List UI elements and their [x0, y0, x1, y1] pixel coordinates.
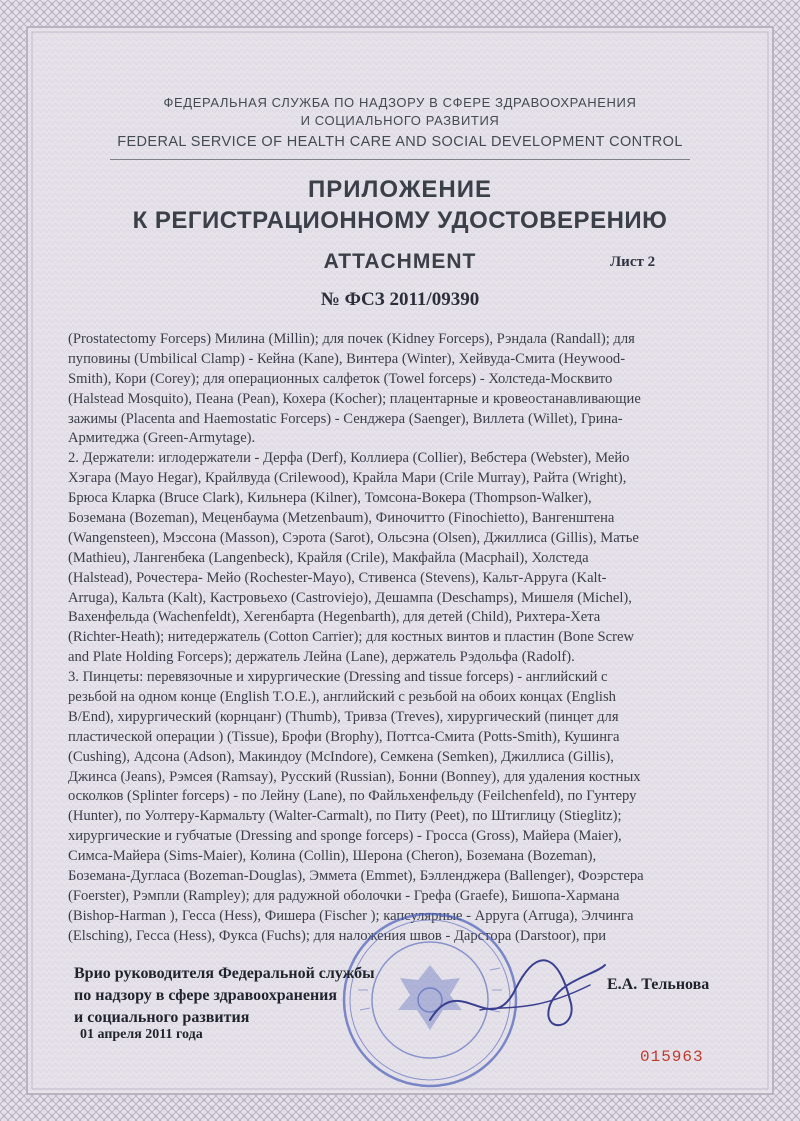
text-line: хирургические и губчатые (Dressing and sponge forceps) - Гросса (Gross), Майера (Maier),: [68, 828, 622, 845]
device-list-text: [68, 330, 740, 947]
signatory-position-line1: Врио руководителя Федеральной службы: [74, 965, 375, 982]
text-line: Arruga), Кальта (Kalt), Кастровьехо (Castroviejo), Дешампа (Deschamps), Мишеля (Michel),: [68, 589, 632, 606]
text-line: (Mathieu), Лангенбека (Langenbeck), Крайля (Crile), Макфайла (Macphail), Холстеда: [68, 549, 589, 566]
text-line: (Bishop-Harman ), Гесса (Hess), Фишера (Fischer ); капсулярные - Арруга (Arruga), Элчинга: [68, 907, 634, 924]
text-line: (Elsching), Гесса (Hess), Фукса (Fuchs); для наложения швов - Дарстора (Darstoor), при: [68, 927, 607, 944]
agency-name-en: FEDERAL SERVICE OF HEALTH CARE AND SOCIAL DEVELOPMENT CONTROL: [117, 134, 683, 150]
text-line: (Wangensteen), Мэссона (Masson), Сэрота (Sarot), Ольсэна (Olsen), Джиллиса (Gillis), Матье: [68, 529, 639, 546]
header-divider: [110, 159, 690, 160]
text-line: 2. Держатели: иглодержатели - Дерфа (Derf), Коллиера (Collier), Вебстера (Webster), Мейо: [68, 450, 630, 467]
title-certificate-ru: К РЕГИСТРАЦИОННОМУ УДОСТОВЕРЕНИЮ: [132, 207, 668, 234]
text-line: (Foerster), Рэмпли (Rampley); для радужной оболочки - Грефа (Graefe), Бишопа-Хармана: [68, 887, 620, 904]
agency-name-ru-line1: ФЕДЕРАЛЬНАЯ СЛУЖБА ПО НАДЗОРУ В СФЕРЕ ЗДРАВООХРАНЕНИЯ: [163, 95, 637, 110]
text-line: (Prostatectomy Forceps) Милина (Millin); для почек (Kidney Forceps), Рэндала (Randall); для: [68, 331, 635, 347]
text-line: Боземана-Дугласа (Bozeman-Douglas), Эммета (Emmet), Бэлленджера (Ballenger), Фоэрстера: [68, 868, 644, 885]
issue-date: 01 апреля 2011 года: [80, 1027, 203, 1042]
title-attachment-en: ATTACHMENT: [323, 250, 477, 273]
text-line: Боземана (Bozeman), Меценбаума (Metzenbaum), Финочитто (Finochietto), Вангенштена: [68, 510, 615, 527]
signatory-name: Е.А. Тельнова: [607, 976, 710, 993]
signatory-position-line3: и социального развития: [74, 1009, 250, 1026]
agency-name-ru-line2: И СОЦИАЛЬНОГО РАЗВИТИЯ: [300, 113, 500, 128]
title-attachment-ru: ПРИЛОЖЕНИЕ: [308, 176, 492, 203]
text-line: пластической операции ) (Tissue), Брофи (Brophy), Поттса-Смита (Potts-Smith), Кушинга: [68, 728, 620, 745]
text-line: Вахенфельда (Wachenfeldt), Хегенбарта (Hegenbarth), для детей (Child), Рихтера-Хета: [68, 609, 601, 626]
form-serial-number: 015963: [640, 1048, 704, 1066]
text-line: Хэгара (Mayo Hegar), Крайлвуда (Crilewood), Крайла Мари (Crile Murray), Райта (Wright),: [68, 470, 627, 487]
text-line: осколков (Splinter forceps) - по Лейну (Lane), по Файльхенфельду (Feilchenfeld), по Гунтеру: [68, 788, 637, 805]
text-line: (Cushing), Адсона (Adson), Макиндоу (McIndore), Семкена (Semken), Джиллиса (Gillis),: [68, 748, 614, 765]
text-line: Smith), Кори (Corey); для операционных салфеток (Towel forceps) - Холстеда-Москвито: [68, 370, 613, 387]
text-line: зажимы (Placenta and Haemostatic Forceps) - Сенджера (Saenger), Виллета (Willet), Грина-: [68, 410, 623, 427]
text-line: Джинса (Jeans), Рэмсея (Ramsay), Русский (Russian), Бонни (Bonney), для удаления костных: [68, 768, 641, 785]
signatory-position: [74, 963, 375, 1029]
handwritten-signature: [420, 950, 610, 1045]
registration-number: № ФСЗ 2011/09390: [320, 289, 480, 310]
text-line: (Halstead), Рочестера- Мейо (Rochester-Mayo), Стивенса (Stevens), Кальт-Арруга (Kalt-: [68, 569, 607, 586]
text-line: (Richter-Heath); нитедержатель (Cotton Carrier); для костных винтов и пластин (Bone Screw: [68, 629, 634, 646]
text-line: пуповины (Umbilical Clamp) - Кейна (Kane), Винтера (Winter), Хейвуда-Смита (Heywood-: [68, 350, 626, 367]
text-line: 3. Пинцеты: перевязочные и хирургические (Dressing and tissue forceps) - английский с: [68, 669, 608, 686]
text-line: Армитеджа (Green-Armytage).: [68, 430, 256, 447]
text-line: (Halstead Mosquito), Пеана (Pean), Кохера (Kocher); плацентарные и кровеостанавливающие: [68, 390, 641, 407]
text-line: and Plate Holding Forceps); держатель Лейна (Lane), держатель Рэдольфа (Radolf).: [68, 649, 575, 666]
text-line: Симса-Майера (Sims-Maier), Колина (Collin), Шерона (Cheron), Боземана (Bozeman),: [68, 848, 597, 865]
text-line: (Hunter), по Уолтеру-Кармальту (Walter-Carmalt), по Питу (Peet), по Штиглицу (Stieglitz);: [68, 808, 622, 825]
sheet-number: Лист 2: [610, 254, 656, 270]
text-line: резьбой на одном конце (English T.O.E.), английский с резьбой на обоих концах (English: [68, 689, 616, 706]
signatory-position-line2: по надзору в сфере здравоохранения: [74, 987, 338, 1004]
text-line: B/End), хирургический (корнцанг) (Thumb), Тривза (Treves), хирургический (пинцет для: [68, 708, 619, 725]
text-line: Брюса Кларка (Bruce Clark), Кильнера (Kilner), Томсона-Вокера (Thompson-Walker),: [68, 490, 592, 507]
